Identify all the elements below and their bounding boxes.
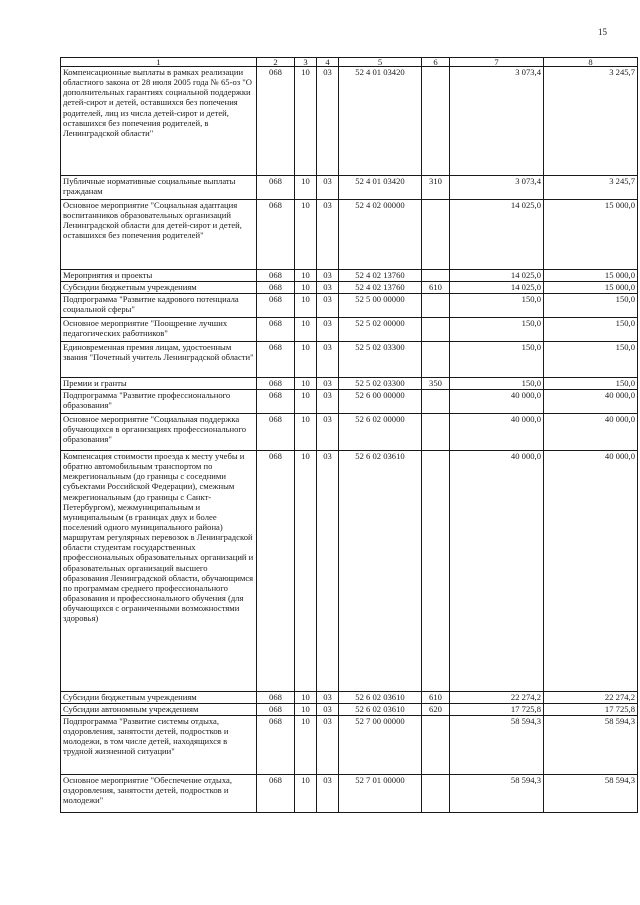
expense-type-code <box>422 270 450 282</box>
amount-col7: 150,0 <box>450 378 544 390</box>
section-code: 10 <box>295 176 317 200</box>
target-article-code: 52 5 02 00000 <box>339 318 422 342</box>
target-article-code: 52 6 02 00000 <box>339 414 422 451</box>
section-code: 10 <box>295 692 317 704</box>
expense-type-code <box>422 67 450 176</box>
row-name: Публичные нормативные социальные выплаты гражданам <box>61 176 257 200</box>
target-article-code: 52 6 02 03610 <box>339 704 422 716</box>
section-code: 10 <box>295 716 317 775</box>
subsection-code: 03 <box>317 270 339 282</box>
amount-col7: 40 000,0 <box>450 451 544 692</box>
expense-type-code <box>422 775 450 813</box>
amount-col8: 40 000,0 <box>544 414 638 451</box>
section-code: 10 <box>295 342 317 378</box>
table-row <box>61 342 638 378</box>
expense-type-code: 610 <box>422 282 450 294</box>
section-code: 10 <box>295 270 317 282</box>
ministry-code: 068 <box>257 716 295 775</box>
column-header: 5 <box>339 58 422 67</box>
expense-type-code <box>422 342 450 378</box>
expense-type-code <box>422 414 450 451</box>
subsection-code: 03 <box>317 414 339 451</box>
ministry-code: 068 <box>257 390 295 414</box>
row-name: Подпрограмма "Развитие профессионального образования" <box>61 390 257 414</box>
amount-col8: 22 274,2 <box>544 692 638 704</box>
table-row <box>61 692 638 704</box>
subsection-code: 03 <box>317 342 339 378</box>
row-name: Компенсация стоимости проезда к месту учебы и обратно автомобильным транспортом по межрегиональным (до границы с соседними субъектами Российской Федерации), смежным межрегиональным (до границы с Санкт-Петербургом), межмуниципальным и муниципальным (в границах двух и более поселений одного муниципального района) маршрутам регулярных перевозок в Ленинградской области студентам государственных профессиональных образовательных организаций и образовательных организаций высшего образования Ленинградской области, обучающимся по программам среднего профессионального образования и профессионального обучения (для обучающихся с ограниченными возможностями здоровья) <box>61 451 257 692</box>
subsection-code: 03 <box>317 378 339 390</box>
subsection-code: 03 <box>317 451 339 692</box>
target-article-code: 52 4 01 03420 <box>339 67 422 176</box>
column-header: 1 <box>61 58 257 67</box>
table-row <box>61 200 638 270</box>
table-row <box>61 282 638 294</box>
target-article-code: 52 6 00 00000 <box>339 390 422 414</box>
table-row <box>61 704 638 716</box>
row-name: Субсидии автономным учреждениям <box>61 704 257 716</box>
row-name: Единовременная премия лицам, удостоенным звания "Почетный учитель Ленинградской области" <box>61 342 257 378</box>
subsection-code: 03 <box>317 176 339 200</box>
section-code: 10 <box>295 390 317 414</box>
target-article-code: 52 7 00 00000 <box>339 716 422 775</box>
target-article-code: 52 6 02 03610 <box>339 692 422 704</box>
target-article-code: 52 4 02 13760 <box>339 282 422 294</box>
table-row <box>61 378 638 390</box>
amount-col8: 40 000,0 <box>544 451 638 692</box>
ministry-code: 068 <box>257 294 295 318</box>
subsection-code: 03 <box>317 775 339 813</box>
subsection-code: 03 <box>317 318 339 342</box>
target-article-code: 52 4 02 00000 <box>339 200 422 270</box>
table-row <box>61 294 638 318</box>
table-row <box>61 67 638 176</box>
expense-type-code <box>422 451 450 692</box>
row-name: Основное мероприятие "Социальная адаптация воспитанников образовательных организаций Ленинградской области для детей-сирот и детей, оставшихся без попечения родителей" <box>61 200 257 270</box>
table-row <box>61 176 638 200</box>
amount-col8: 150,0 <box>544 318 638 342</box>
table-row <box>61 775 638 813</box>
budget-table <box>60 57 638 813</box>
expense-type-code: 350 <box>422 378 450 390</box>
row-name: Основное мероприятие "Социальная поддержка обучающихся в организациях профессионального образования" <box>61 414 257 451</box>
section-code: 10 <box>295 451 317 692</box>
amount-col8: 58 594,3 <box>544 716 638 775</box>
ministry-code: 068 <box>257 318 295 342</box>
amount-col7: 58 594,3 <box>450 775 544 813</box>
ministry-code: 068 <box>257 200 295 270</box>
expense-type-code: 610 <box>422 692 450 704</box>
amount-col8: 15 000,0 <box>544 270 638 282</box>
ministry-code: 068 <box>257 414 295 451</box>
section-code: 10 <box>295 378 317 390</box>
ministry-code: 068 <box>257 282 295 294</box>
column-header: 3 <box>295 58 317 67</box>
expense-type-code: 310 <box>422 176 450 200</box>
amount-col8: 3 245,7 <box>544 176 638 200</box>
section-code: 10 <box>295 414 317 451</box>
ministry-code: 068 <box>257 176 295 200</box>
section-code: 10 <box>295 282 317 294</box>
ministry-code: 068 <box>257 67 295 176</box>
subsection-code: 03 <box>317 390 339 414</box>
table-row <box>61 414 638 451</box>
header-row <box>61 58 638 67</box>
amount-col7: 17 725,8 <box>450 704 544 716</box>
subsection-code: 03 <box>317 294 339 318</box>
row-name: Основное мероприятие "Обеспечение отдыха, оздоровления, занятости детей, подростков и молодежи" <box>61 775 257 813</box>
expense-type-code <box>422 200 450 270</box>
ministry-code: 068 <box>257 704 295 716</box>
table-row <box>61 716 638 775</box>
amount-col7: 150,0 <box>450 318 544 342</box>
subsection-code: 03 <box>317 716 339 775</box>
amount-col7: 14 025,0 <box>450 282 544 294</box>
amount-col7: 14 025,0 <box>450 200 544 270</box>
column-header: 2 <box>257 58 295 67</box>
amount-col8: 15 000,0 <box>544 282 638 294</box>
amount-col8: 3 245,7 <box>544 67 638 176</box>
row-name: Подпрограмма "Развитие кадрового потенциала социальной сферы" <box>61 294 257 318</box>
amount-col8: 150,0 <box>544 294 638 318</box>
ministry-code: 068 <box>257 342 295 378</box>
column-header: 7 <box>450 58 544 67</box>
amount-col8: 15 000,0 <box>544 200 638 270</box>
amount-col7: 58 594,3 <box>450 716 544 775</box>
row-name: Компенсационные выплаты в рамках реализации областного закона от 28 июля 2005 года № 65-оз "О дополнительных гарантиях социальной поддержки детей-сирот и детей, оставшихся без попечения родителей, лиц из числа детей-сирот и детей, оставшихся без попечения родителей, в Ленинградской области" <box>61 67 257 176</box>
target-article-code: 52 5 02 03300 <box>339 342 422 378</box>
row-name: Мероприятия и проекты <box>61 270 257 282</box>
ministry-code: 068 <box>257 692 295 704</box>
expense-type-code <box>422 390 450 414</box>
expense-type-code: 620 <box>422 704 450 716</box>
section-code: 10 <box>295 67 317 176</box>
expense-type-code <box>422 716 450 775</box>
column-header: 6 <box>422 58 450 67</box>
target-article-code: 52 4 01 03420 <box>339 176 422 200</box>
expense-type-code <box>422 318 450 342</box>
amount-col8: 58 594,3 <box>544 775 638 813</box>
section-code: 10 <box>295 318 317 342</box>
subsection-code: 03 <box>317 704 339 716</box>
section-code: 10 <box>295 775 317 813</box>
amount-col7: 40 000,0 <box>450 390 544 414</box>
amount-col7: 40 000,0 <box>450 414 544 451</box>
subsection-code: 03 <box>317 67 339 176</box>
table-row <box>61 318 638 342</box>
amount-col8: 40 000,0 <box>544 390 638 414</box>
subsection-code: 03 <box>317 282 339 294</box>
table-row <box>61 451 638 692</box>
column-header: 4 <box>317 58 339 67</box>
subsection-code: 03 <box>317 200 339 270</box>
section-code: 10 <box>295 294 317 318</box>
expense-type-code <box>422 294 450 318</box>
amount-col7: 3 073,4 <box>450 176 544 200</box>
section-code: 10 <box>295 200 317 270</box>
section-code: 10 <box>295 704 317 716</box>
ministry-code: 068 <box>257 270 295 282</box>
target-article-code: 52 6 02 03610 <box>339 451 422 692</box>
ministry-code: 068 <box>257 378 295 390</box>
target-article-code: 52 5 00 00000 <box>339 294 422 318</box>
target-article-code: 52 4 02 13760 <box>339 270 422 282</box>
table-row <box>61 390 638 414</box>
page-number: 15 <box>598 27 607 37</box>
row-name: Премии и гранты <box>61 378 257 390</box>
amount-col7: 150,0 <box>450 342 544 378</box>
target-article-code: 52 5 02 03300 <box>339 378 422 390</box>
amount-col8: 150,0 <box>544 378 638 390</box>
amount-col7: 150,0 <box>450 294 544 318</box>
row-name: Подпрограмма "Развитие системы отдыха, оздоровления, занятости детей, подростков и молодежи, в том числе детей, находящихся в трудной жизненной ситуации" <box>61 716 257 775</box>
amount-col7: 3 073,4 <box>450 67 544 176</box>
column-header: 8 <box>544 58 638 67</box>
subsection-code: 03 <box>317 692 339 704</box>
ministry-code: 068 <box>257 451 295 692</box>
table-row <box>61 270 638 282</box>
amount-col8: 150,0 <box>544 342 638 378</box>
target-article-code: 52 7 01 00000 <box>339 775 422 813</box>
amount-col7: 14 025,0 <box>450 270 544 282</box>
ministry-code: 068 <box>257 775 295 813</box>
row-name: Субсидии бюджетным учреждениям <box>61 282 257 294</box>
amount-col7: 22 274,2 <box>450 692 544 704</box>
row-name: Основное мероприятие "Поощрение лучших педагогических работников" <box>61 318 257 342</box>
amount-col8: 17 725,8 <box>544 704 638 716</box>
row-name: Субсидии бюджетным учреждениям <box>61 692 257 704</box>
